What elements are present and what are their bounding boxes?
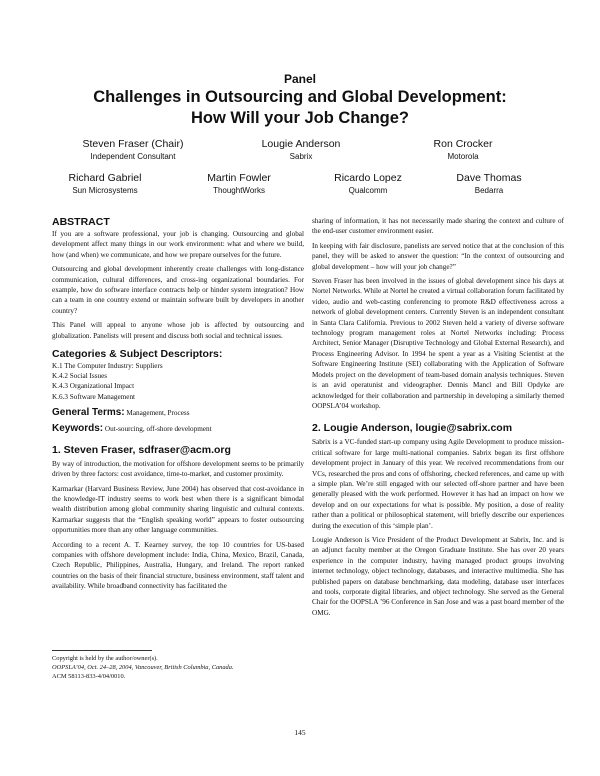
author-name: Dave Thomas (456, 172, 522, 184)
section-1-paragraph: Karmarkar (Harvard Business Review, June 2004) has observed that cost-avoidance in the knowledge-IT industry seems to work best when there is a significant bimodal wealth distribution among global community sharing linguistic and cultural contexts. Karmarkar suggests that the “English speaking world” appears to foster outsourcing opportunities more than any other language communities. (52, 484, 304, 535)
copyright-notice (52, 650, 304, 681)
general-terms (52, 408, 304, 418)
abstract-heading: ABSTRACT (52, 216, 110, 228)
general-terms-heading: General Terms: (52, 406, 125, 418)
author-block (216, 138, 386, 162)
section-1-paragraph: According to a recent A. T. Kearney survey, the top 10 countries for US-based companies with offshore development include: India, China, Mexico, Brazil, Canada, Czech Republic, Philippines, Australia, Hungary, and Ireland. The report ranked countries on the basis of their financial structure, business environment, staff talent and availability. While broadband connectivity has facilitated the (52, 540, 304, 591)
keywords (52, 424, 304, 434)
general-terms-text: Management, Process (126, 408, 190, 417)
author-name: Steven Fraser (Chair) (82, 138, 184, 150)
author-affiliation: ThoughtWorks (213, 186, 265, 195)
author-name: Ron Crocker (433, 138, 493, 150)
author-name: Lougie Anderson (261, 138, 341, 150)
paper-title-line-1: Challenges in Outsourcing and Global Development: (93, 88, 507, 106)
author-name: Richard Gabriel (68, 172, 142, 184)
categories-heading: Categories & Subject Descriptors: (52, 348, 223, 361)
right-column (312, 216, 564, 622)
section-1-heading: 1. Steven Fraser, sdfraser@acm.org (52, 443, 231, 456)
section-2-paragraph: Lougie Anderson is Vice President of the Product Development at Sabrix, Inc. and is an adjunct faculty member at the Oregon Graduate Institute. She has over 20 years experience in the computer industry, having managed product groups involving internet technology, object technology, databases, and interactive multimedia. She has published papers on database benchmarking, data modeling, database user interfaces and tools, corporate digital libraries, and object technology. She served as the General Chair for the OOPSLA ’96 Conference in San Jose and was a past board member of the OMG. (312, 535, 564, 617)
author-block (378, 138, 548, 162)
page-number: 145 (294, 728, 306, 737)
category-item: K.4.2 Social Issues (52, 372, 108, 381)
conference-line: OOPSLA’04, Oct. 24–28, 2004, Vancouver, British Columbia, Canada. (52, 664, 234, 671)
paper-title-line-2: How Will your Job Change? (190, 109, 410, 127)
keywords-heading: Keywords: (52, 423, 104, 435)
section-2-heading: 2. Lougie Anderson, lougie@sabrix.com (312, 422, 513, 435)
author-name: Martin Fowler (207, 172, 271, 184)
author-name: Ricardo Lopez (334, 172, 402, 184)
abstract-paragraph: If you are a software professional, your job is changing. Outsourcing and global development affect many things in our work environment: what and where we build, how (and when) we communicate, and how we prepare ourselves for the future. (52, 230, 304, 259)
author-block (48, 138, 218, 162)
category-item: K.4.3 Organizational Impact (52, 382, 135, 391)
copyright-line: Copyright is held by the author/owner(s). (52, 655, 158, 662)
continued-paragraph: sharing of information, it has not necessarily made sharing the context and culture of the end-user customer environment easier. (312, 217, 564, 236)
disclosure-paragraph: In keeping with fair disclosure, panelists are served notice that at the conclusion of this panel, they will be asked to answer the question: “In the context of outsourcing and global development – how will your job change?” (312, 241, 564, 271)
bio-paragraph: Steven Fraser has been involved in the issues of global development since his days at Nortel Networks. While at Nortel he created a virtual collaboration forum facilitated by video, audio and web-casting conferencing to promote R&D effectiveness across a network of global development centers. Currently Steven is an independent consultant in Santa Clara California. Previous to 2002 Steven held a variety of diverse software technology program management roles at Nortel Networks including: Process Architect, Senior Manager (Disruptive Technology and Global External Research), and Process Engineering Advisor. In 1994 he spent a year as a Visiting Scientist at the Software Engineering Institute (SEI) collaborating with the Application of Software Models project on the development of team-based domain analysis techniques. Steven is an avid operatunist and videographer. Dennis Mancl and Bill Opdyke are acknowledged for their collaboration and partnership in developing a similarly themed OOPSLA’04 workshop. (312, 277, 564, 410)
author-affiliation: Qualcomm (348, 186, 388, 195)
abstract-paragraph: This Panel will appeal to anyone whose job is affected by outsourcing and globalization. Panelists will present and discuss both social and technical issues. (52, 321, 304, 340)
abstract-paragraph: Outsourcing and global development inherently create challenges with long-distance communication, cultural differences, and cross-ing organizational boundaries. For example, how do software interface contracts help or hinder system integration? How can a team in one country extend or maintain software built by developers in another country? (52, 265, 304, 315)
author-block (404, 172, 574, 196)
author-affiliation: Motorola (447, 152, 479, 161)
author-affiliation: Bedarra (474, 186, 504, 195)
panel-label: Panel (283, 72, 316, 86)
category-item: K.1 The Computer Industry: Suppliers (52, 362, 163, 371)
author-affiliation: Sun Microsystems (72, 186, 138, 195)
paper-header (0, 72, 600, 128)
acm-line: ACM 58113-833-4/04/0010. (52, 673, 126, 680)
section-2-paragraph: Sabrix is a VC-funded start-up company using Agile Development to produce mission-critical software for large multi-national companies. Sabrix began its first offshore development project in January of this year. We received recommendations from our VCs, researched the pros and cons of offshoring, checked references, and came up with a simple plan. We’re still engaged with our selected off-shore partner and have been generally pleased with the work performed. However it has had an impact on how we develop and on our expectations for what is possible. My position, a dose of reality rather than a political or philosophical statement, will briefly describe our experiences during the execution of this ‘simple plan’. (312, 438, 564, 530)
left-column (52, 216, 304, 596)
category-item: K.6.3 Software Management (52, 392, 136, 401)
footnote-rule (52, 650, 152, 651)
author-affiliation: Sabrix (289, 152, 313, 161)
keywords-text: Out-sourcing, off-shore development (104, 425, 212, 434)
author-affiliation: Independent Consultant (90, 152, 176, 161)
section-1-paragraph: By way of introduction, the motivation for offshore development seems to be primarily driven by three factors: cost avoidance, time-to-market, and customer proximity. (52, 459, 304, 479)
